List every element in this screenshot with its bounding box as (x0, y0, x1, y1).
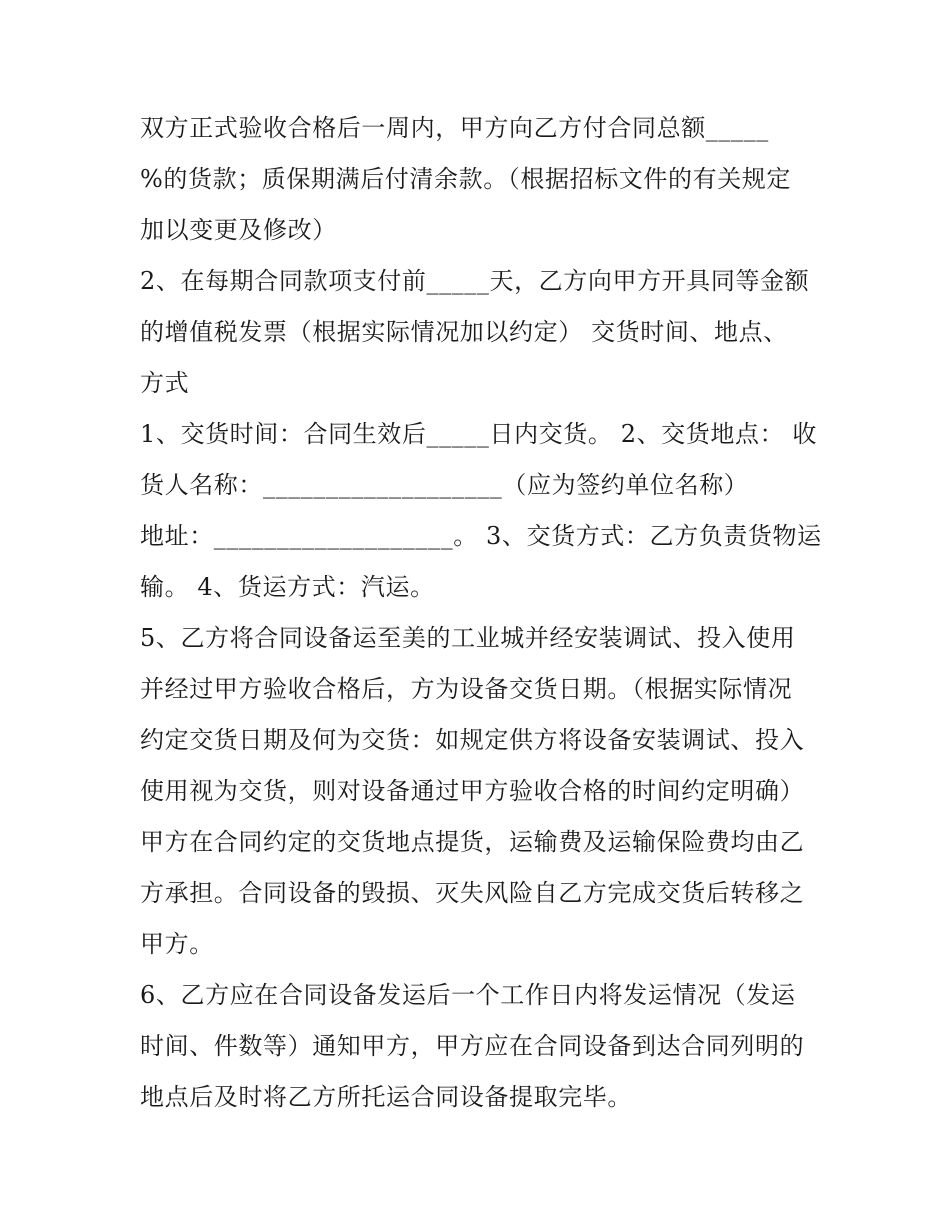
text-line: 6、乙方应在合同设备发运后一个工作日内将发运情况（发运 (140, 981, 796, 1009)
text-line: 地点后及时将乙方所托运合同设备提取完毕。 (140, 1083, 632, 1111)
text-line: 5、乙方将合同设备运至美的工业城并经安装调试、投入使用 (140, 624, 796, 652)
text-line: 2、在每期合同款项支付前_____天，乙方向甲方开具同等金额 (140, 267, 810, 295)
text-line: 甲方在合同约定的交货地点提货，运输费及运输保险费均由乙 (140, 828, 805, 856)
text-line: 并经过甲方验收合格后，方为设备交货日期。（根据实际情况 (140, 675, 793, 703)
text-line: 约定交货日期及何为交货：如规定供方将设备安装调试、投入 (140, 726, 805, 754)
text-line: 方式 (140, 369, 190, 397)
text-line: 输。 4、货运方式：汽运。 (140, 573, 435, 601)
text-line: 时间、件数等）通知甲方，甲方应在合同设备到达合同列明的 (140, 1032, 805, 1060)
text-line: 加以变更及修改） (140, 216, 337, 244)
text-line: 甲方。 (140, 930, 214, 958)
text-line: 1、交货时间：合同生效后_____日内交货。 2、交货地点： 收 (140, 420, 817, 448)
text-line: 货人名称：___________________（应为签约单位名称） (140, 471, 749, 499)
text-line: 方承担。合同设备的毁损、灭失风险自乙方完成交货后转移之 (140, 879, 805, 907)
text-line: 地址：___________________。 3、交货方式：乙方负责货物运 (140, 522, 822, 550)
text-line: 双方正式验收合格后一周内，甲方向乙方付合同总额_____ (140, 114, 769, 142)
text-line: %的货款；质保期满后付清余款。（根据招标文件的有关规定 (140, 165, 792, 193)
text-line: 使用视为交货，则对设备通过甲方验收合格的时间约定明确） (140, 777, 805, 805)
text-line: 的增值税发票（根据实际情况加以约定） 交货时间、地点、 (140, 318, 788, 346)
